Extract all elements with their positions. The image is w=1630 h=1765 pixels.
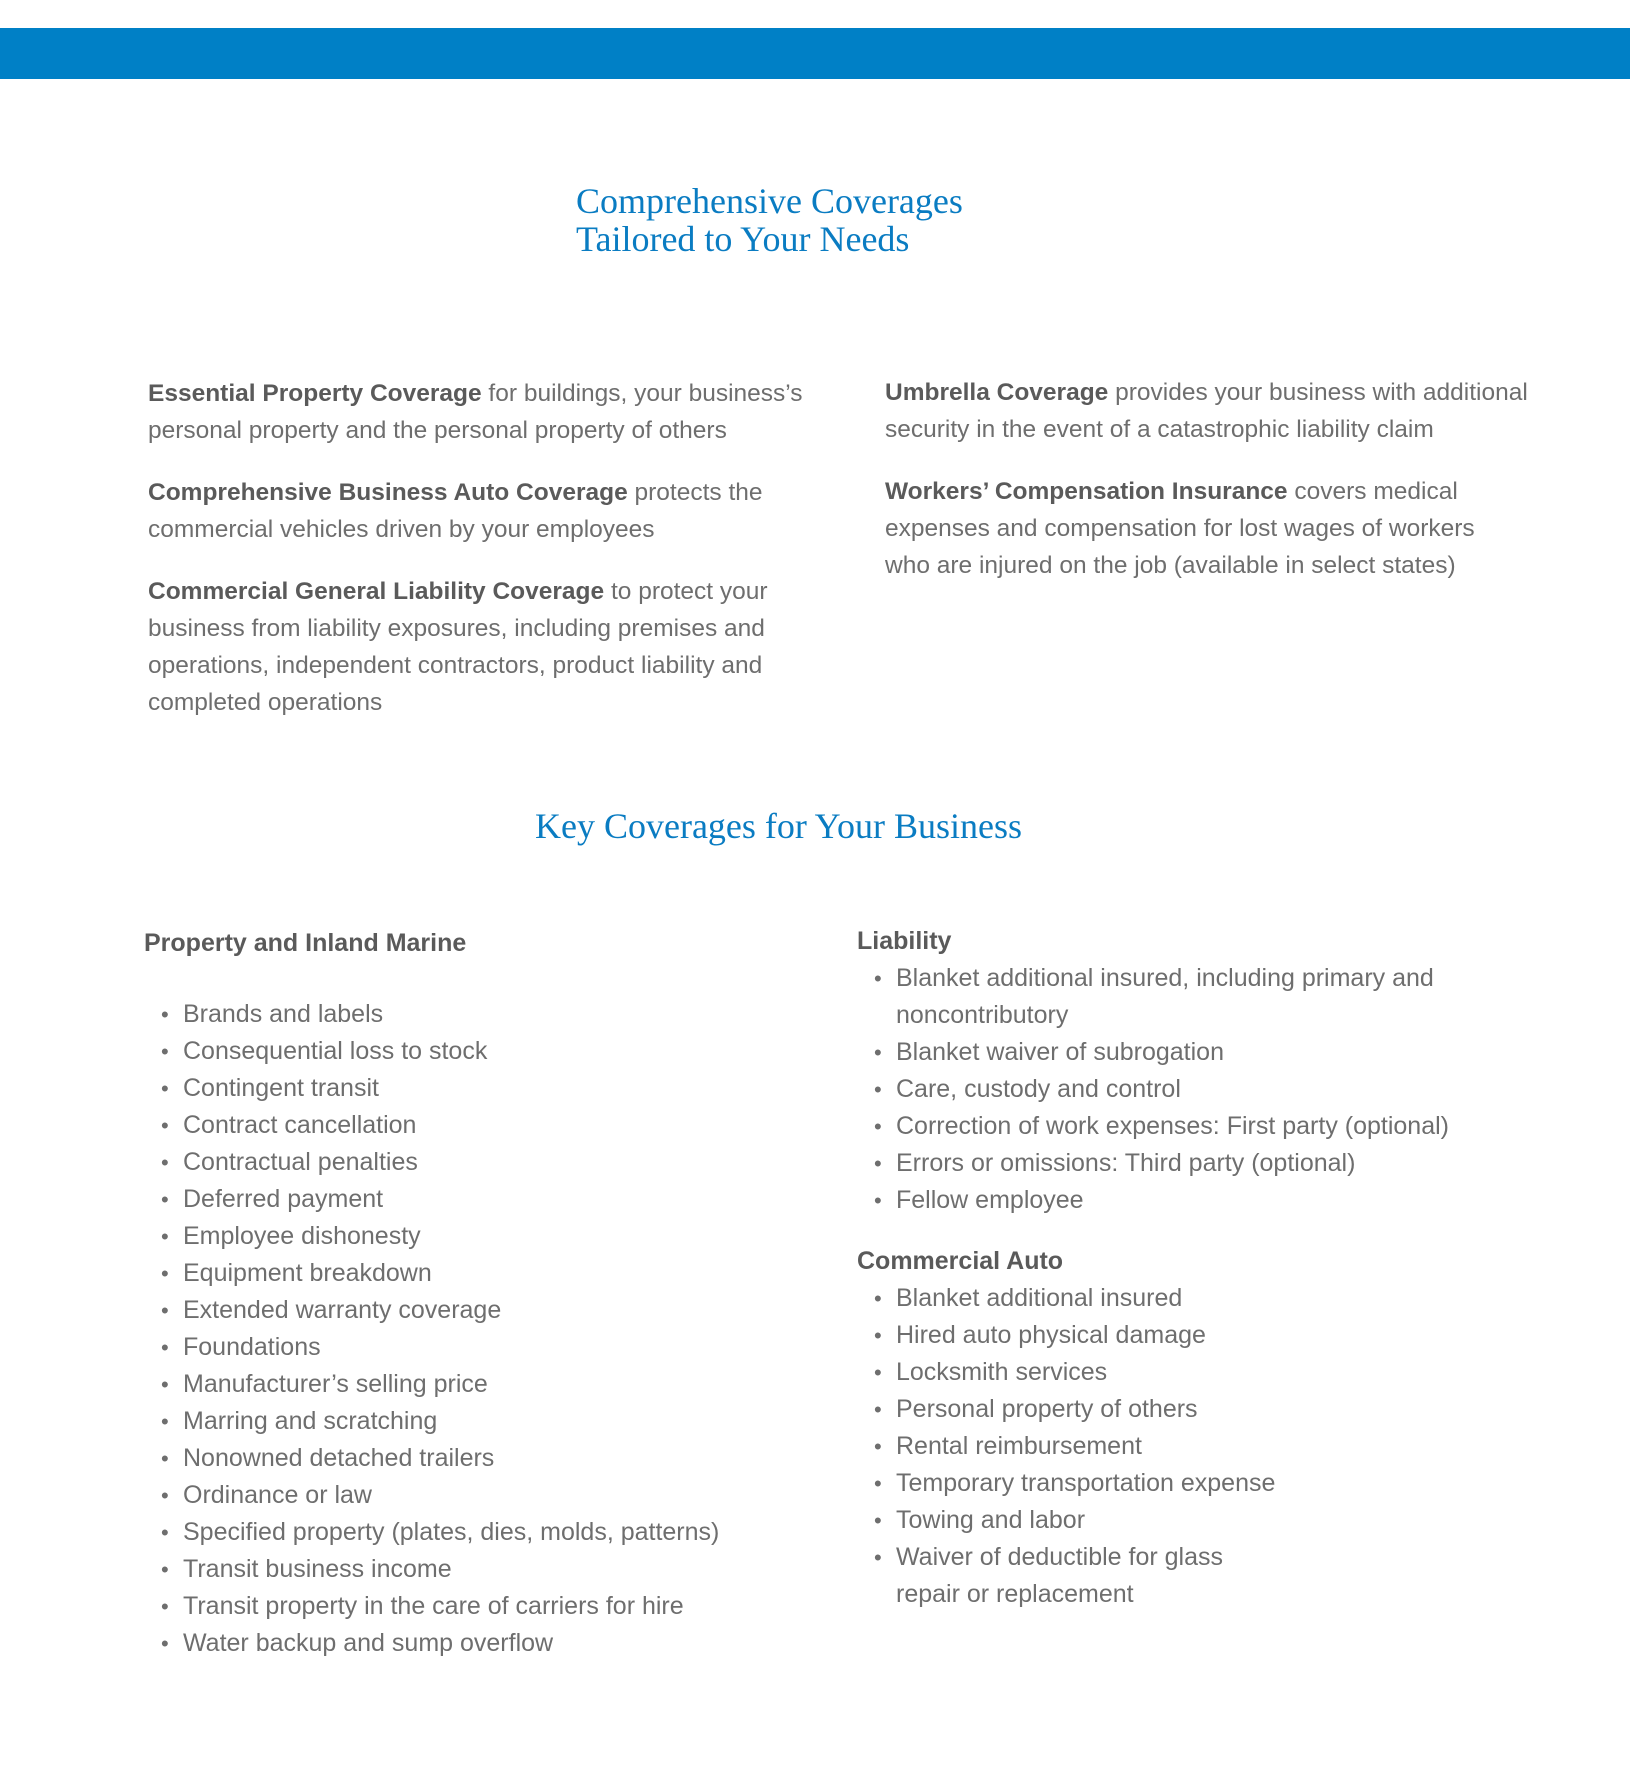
list-item <box>857 1280 1537 1317</box>
coverage-description: security in the event of a catastrophic liability claim <box>885 416 1434 443</box>
bullet-icon: • <box>161 1409 169 1434</box>
group-heading-liability: Liability <box>857 927 952 955</box>
coverage-description: who are injured on the job (available in select states) <box>885 552 1456 579</box>
bullet-icon: • <box>161 1372 169 1397</box>
list-item <box>144 1366 764 1403</box>
list-item <box>144 1440 764 1477</box>
list-item <box>144 1514 764 1551</box>
list-item <box>144 1403 764 1440</box>
list-item-label: Errors or omissions: Third party (optional) <box>896 1149 1356 1177</box>
list-item <box>144 1107 764 1144</box>
list-item <box>857 1502 1537 1539</box>
bullet-icon: • <box>874 1077 882 1102</box>
bullet-icon: • <box>874 1323 882 1348</box>
section-title-key-coverages: Key Coverages for Your Business <box>535 806 1022 846</box>
coverage-paragraph <box>148 474 788 548</box>
list-item-label: Blanket additional insured, including primary and <box>896 964 1434 992</box>
coverage-name: Workers’ Compensation Insurance <box>885 478 1288 505</box>
bullet-icon: • <box>874 1397 882 1422</box>
bullet-icon: • <box>161 1002 169 1027</box>
list-item <box>144 1477 764 1514</box>
coverage-name: Umbrella Coverage <box>885 379 1109 406</box>
list-item <box>144 1588 764 1625</box>
coverage-description: operations, independent contractors, product liability and <box>148 652 763 679</box>
list-item-label: Deferred payment <box>183 1185 384 1213</box>
bullet-icon: • <box>161 1187 169 1212</box>
list-item-label: Foundations <box>183 1333 321 1361</box>
bullet-icon: • <box>161 1594 169 1619</box>
list-item-label: Temporary transportation expense <box>896 1469 1276 1497</box>
list-item-label: Rental reimbursement <box>896 1432 1142 1460</box>
list-item <box>857 1428 1537 1465</box>
list-item-label: Contingent transit <box>183 1074 379 1102</box>
list-item-label: Waiver of deductible for glass <box>896 1543 1224 1571</box>
group-heading-property: Property and Inland Marine <box>144 929 467 957</box>
coverage-paragraph <box>148 573 788 721</box>
list-item <box>144 1255 764 1292</box>
bullet-icon: • <box>874 1434 882 1459</box>
list-item-label: noncontributory <box>896 1001 1069 1029</box>
bullet-icon: • <box>874 1545 882 1570</box>
list-item <box>144 1144 764 1181</box>
coverage-name: Comprehensive Business Auto Coverage <box>148 479 628 506</box>
group-heading-commercial-auto: Commercial Auto <box>857 1247 1064 1275</box>
bullet-icon: • <box>161 1557 169 1582</box>
list-item-label: Transit business income <box>183 1555 452 1583</box>
bullet-icon: • <box>161 1224 169 1249</box>
list-item-label: Specified property (plates, dies, molds, patterns) <box>183 1518 720 1546</box>
list-item-label: Consequential loss to stock <box>183 1037 488 1065</box>
list-item-label: Nonowned detached trailers <box>183 1444 495 1472</box>
page-title-line-1: Comprehensive Coverages <box>576 181 963 221</box>
property-inland-marine-section <box>144 924 764 1662</box>
coverage-description: covers medical <box>1287 478 1458 505</box>
list-item <box>144 1181 764 1218</box>
bullet-icon: • <box>161 1076 169 1101</box>
bullet-icon: • <box>161 1631 169 1656</box>
list-item-label: Locksmith services <box>896 1358 1108 1386</box>
bullet-icon: • <box>161 1298 169 1323</box>
coverage-description: commercial vehicles driven by your employees <box>148 516 655 543</box>
list-item-label: Manufacturer’s selling price <box>183 1370 488 1398</box>
list-item <box>857 1034 1537 1071</box>
list-item-label: Blanket additional insured <box>896 1284 1183 1312</box>
coverage-description: for buildings, your business’s <box>481 380 803 407</box>
list-item <box>857 960 1537 1034</box>
bullet-icon: • <box>874 1188 882 1213</box>
list-item-label: Contract cancellation <box>183 1111 417 1139</box>
bullet-icon: • <box>161 1113 169 1138</box>
bullet-icon: • <box>874 1114 882 1139</box>
top-color-band <box>0 28 1630 79</box>
coverage-name: Commercial General Liability Coverage <box>148 578 605 605</box>
coverage-description: business from liability exposures, including premises and <box>148 615 765 642</box>
bullet-icon: • <box>874 1286 882 1311</box>
list-item <box>144 1292 764 1329</box>
bullet-icon: • <box>161 1150 169 1175</box>
list-item <box>144 1329 764 1366</box>
list-item-label: Hired auto physical damage <box>896 1321 1206 1349</box>
list-item <box>144 1551 764 1588</box>
list-item-label: Contractual penalties <box>183 1148 418 1176</box>
commercial-auto-list <box>857 1280 1537 1613</box>
bullet-icon: • <box>161 1483 169 1508</box>
bullet-icon: • <box>874 1151 882 1176</box>
list-item <box>857 1317 1537 1354</box>
list-item-label: Correction of work expenses: First party (optional) <box>896 1112 1449 1140</box>
page-title <box>576 182 1276 258</box>
coverage-column-left <box>148 375 803 746</box>
list-item-label: Ordinance or law <box>183 1481 372 1509</box>
list-item <box>144 1218 764 1255</box>
list-item <box>144 1070 764 1107</box>
list-item-label: Equipment breakdown <box>183 1259 432 1287</box>
bullet-icon: • <box>874 1508 882 1533</box>
list-item <box>144 1033 764 1070</box>
list-item-label: repair or replacement <box>896 1580 1134 1608</box>
list-item-label: Extended warranty coverage <box>183 1296 502 1324</box>
coverage-description: provides your business with additional <box>1108 379 1528 406</box>
coverage-description: expenses and compensation for lost wages of workers <box>885 515 1475 542</box>
list-item <box>857 1391 1537 1428</box>
list-item-label: Personal property of others <box>896 1395 1198 1423</box>
list-item <box>144 996 764 1033</box>
coverage-description: completed operations <box>148 689 383 716</box>
list-item-label: Towing and labor <box>896 1506 1086 1534</box>
list-item-label: Care, custody and control <box>896 1075 1181 1103</box>
list-item <box>857 1182 1537 1219</box>
list-item-label: Fellow employee <box>896 1186 1084 1214</box>
property-list <box>144 996 764 1662</box>
bullet-icon: • <box>874 1360 882 1385</box>
list-item-label: Brands and labels <box>183 1000 384 1028</box>
coverage-description: to protect your <box>604 578 768 605</box>
coverage-paragraph <box>885 473 1525 584</box>
coverage-column-right <box>885 374 1528 609</box>
bullet-icon: • <box>161 1520 169 1545</box>
list-item-label: Employee dishonesty <box>183 1222 421 1250</box>
list-item <box>144 1625 764 1662</box>
bullet-icon: • <box>874 966 882 991</box>
list-item <box>857 1354 1537 1391</box>
list-item-label: Transit property in the care of carriers for hire <box>183 1592 684 1620</box>
liability-auto-section <box>857 922 1537 1613</box>
liability-list <box>857 960 1537 1219</box>
bullet-icon: • <box>874 1040 882 1065</box>
bullet-icon: • <box>161 1261 169 1286</box>
list-item <box>857 1539 1537 1613</box>
bullet-icon: • <box>161 1039 169 1064</box>
list-item-label: Marring and scratching <box>183 1407 438 1435</box>
list-item <box>857 1145 1537 1182</box>
list-item-label: Blanket waiver of subrogation <box>896 1038 1224 1066</box>
coverage-name: Essential Property Coverage <box>148 380 482 407</box>
coverage-paragraph <box>148 375 803 449</box>
coverage-paragraph <box>885 374 1528 448</box>
coverage-description: personal property and the personal property of others <box>148 417 727 444</box>
list-item <box>857 1108 1537 1145</box>
bullet-icon: • <box>161 1335 169 1360</box>
list-item <box>857 1465 1537 1502</box>
list-item-label: Water backup and sump overflow <box>183 1629 554 1657</box>
coverage-description: protects the <box>627 479 763 506</box>
bullet-icon: • <box>161 1446 169 1471</box>
page-title-line-2: Tailored to Your Needs <box>576 219 910 259</box>
list-item <box>857 1071 1537 1108</box>
bullet-icon: • <box>874 1471 882 1496</box>
